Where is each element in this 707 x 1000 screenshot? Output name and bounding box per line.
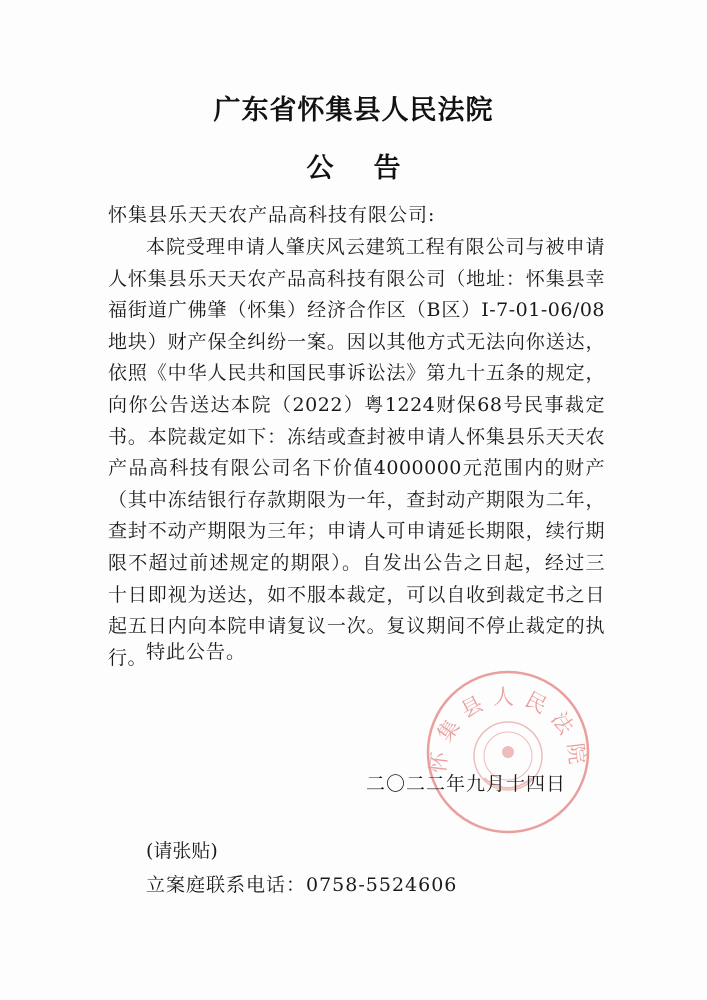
court-seal-icon xyxy=(424,668,592,836)
svg-text:怀集县人民法院 xyxy=(426,685,590,774)
notice-body: 本院受理申请人肇庆风云建筑工程有限公司与被申请人怀集县乐天天农产品高科技有限公司（地址：怀集县幸福街道广佛肇（怀集）经济合作区（B区）I-7-01-06/08地块）财产保全纠纷一案。因以其他方式无法向你送达，依照《中华人民共和国民事诉讼法》第九十五条的规定，向你公告送达本院（2022）粤1224财保68号民事裁定书。本院裁定如下：冻结或查封被申请人怀集县乐天天农产品高科技有限公司名下价值4000000元范围内的财产（其中冻结银行存款期限为一年，查封动产期限为二年，查封不动产期限为三年；申请人可申请延长期限，续行期限不超过前述规定的期限）。自发出公告之日起，经过三十日即视为送达，如不服本裁定，可以自收到裁定书之日起五日内向本院申请复议一次。复议期间不停止裁定的执行。 xyxy=(108,236,605,669)
document-title: 公告 xyxy=(306,153,441,184)
addressee: 怀集县乐天天农产品高科技有限公司: xyxy=(108,204,436,226)
closing-line: 特此公告。 xyxy=(146,641,247,663)
notice-date: 二〇二二年九月十四日 xyxy=(366,773,567,795)
contact-phone: 立案庭联系电话：0758-5524606 xyxy=(146,874,458,896)
seal-text: 怀集县人民法院 xyxy=(425,684,591,775)
court-name: 广东省怀集县人民法院 xyxy=(213,95,494,126)
posting-note: (请张贴) xyxy=(146,840,218,862)
